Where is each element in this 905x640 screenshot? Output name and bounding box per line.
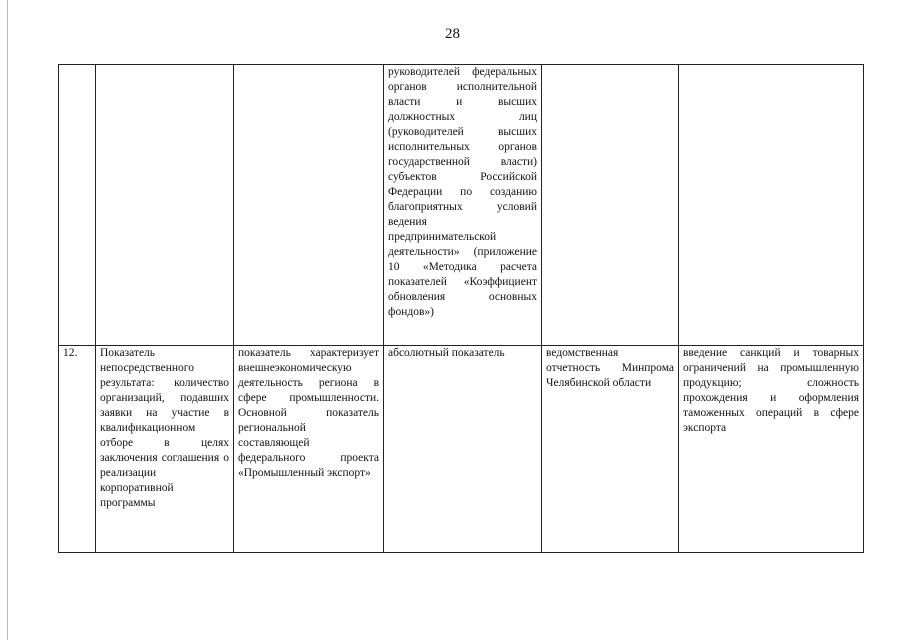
table-row — [59, 65, 864, 346]
indicator-description-cell: показатель характеризует внешнеэкономическую деятельность региона в сфере промышленности. Основной показатель региональной составляющей федерального проекта «Промышленный экспорт» — [234, 346, 384, 553]
calculation-method-cell: абсолютный показатель — [384, 346, 542, 553]
row-number-cell: 12. — [59, 346, 96, 553]
binding-margin-line — [7, 0, 8, 640]
risk-factors-cell: введение санкций и товарных ограничений на промышленную продукцию; сложность прохождения и оформления таможенных операций в сфере экспорта — [679, 346, 864, 553]
indicator-name-cell — [96, 65, 234, 346]
indicators-table — [58, 64, 864, 553]
table-row — [59, 346, 864, 553]
page-number: 28 — [445, 26, 460, 42]
row-number-cell — [59, 65, 96, 346]
indicator-name-cell: Показатель непосредственного результата: количество организаций, подавших заявки на участие в квалификационном отборе в целях заключения соглашения о реализации корпоративной программы — [96, 346, 234, 553]
indicator-description-cell — [234, 65, 384, 346]
data-source-cell: ведомственная отчетность Минпрома Челябинской области — [542, 346, 679, 553]
calculation-method-cell: руководителей федеральных органов исполнительной власти и высших должностных лиц (руководителей высших исполнительных органов государственной власти) субъектов Российской Федерации по созданию благоприятных условий ведения предпринимательской деятельности» (приложение 10 «Методика расчета показателей «Коэффициент обновления основных фондов») — [384, 65, 542, 346]
data-source-cell — [542, 65, 679, 346]
risk-factors-cell — [679, 65, 864, 346]
